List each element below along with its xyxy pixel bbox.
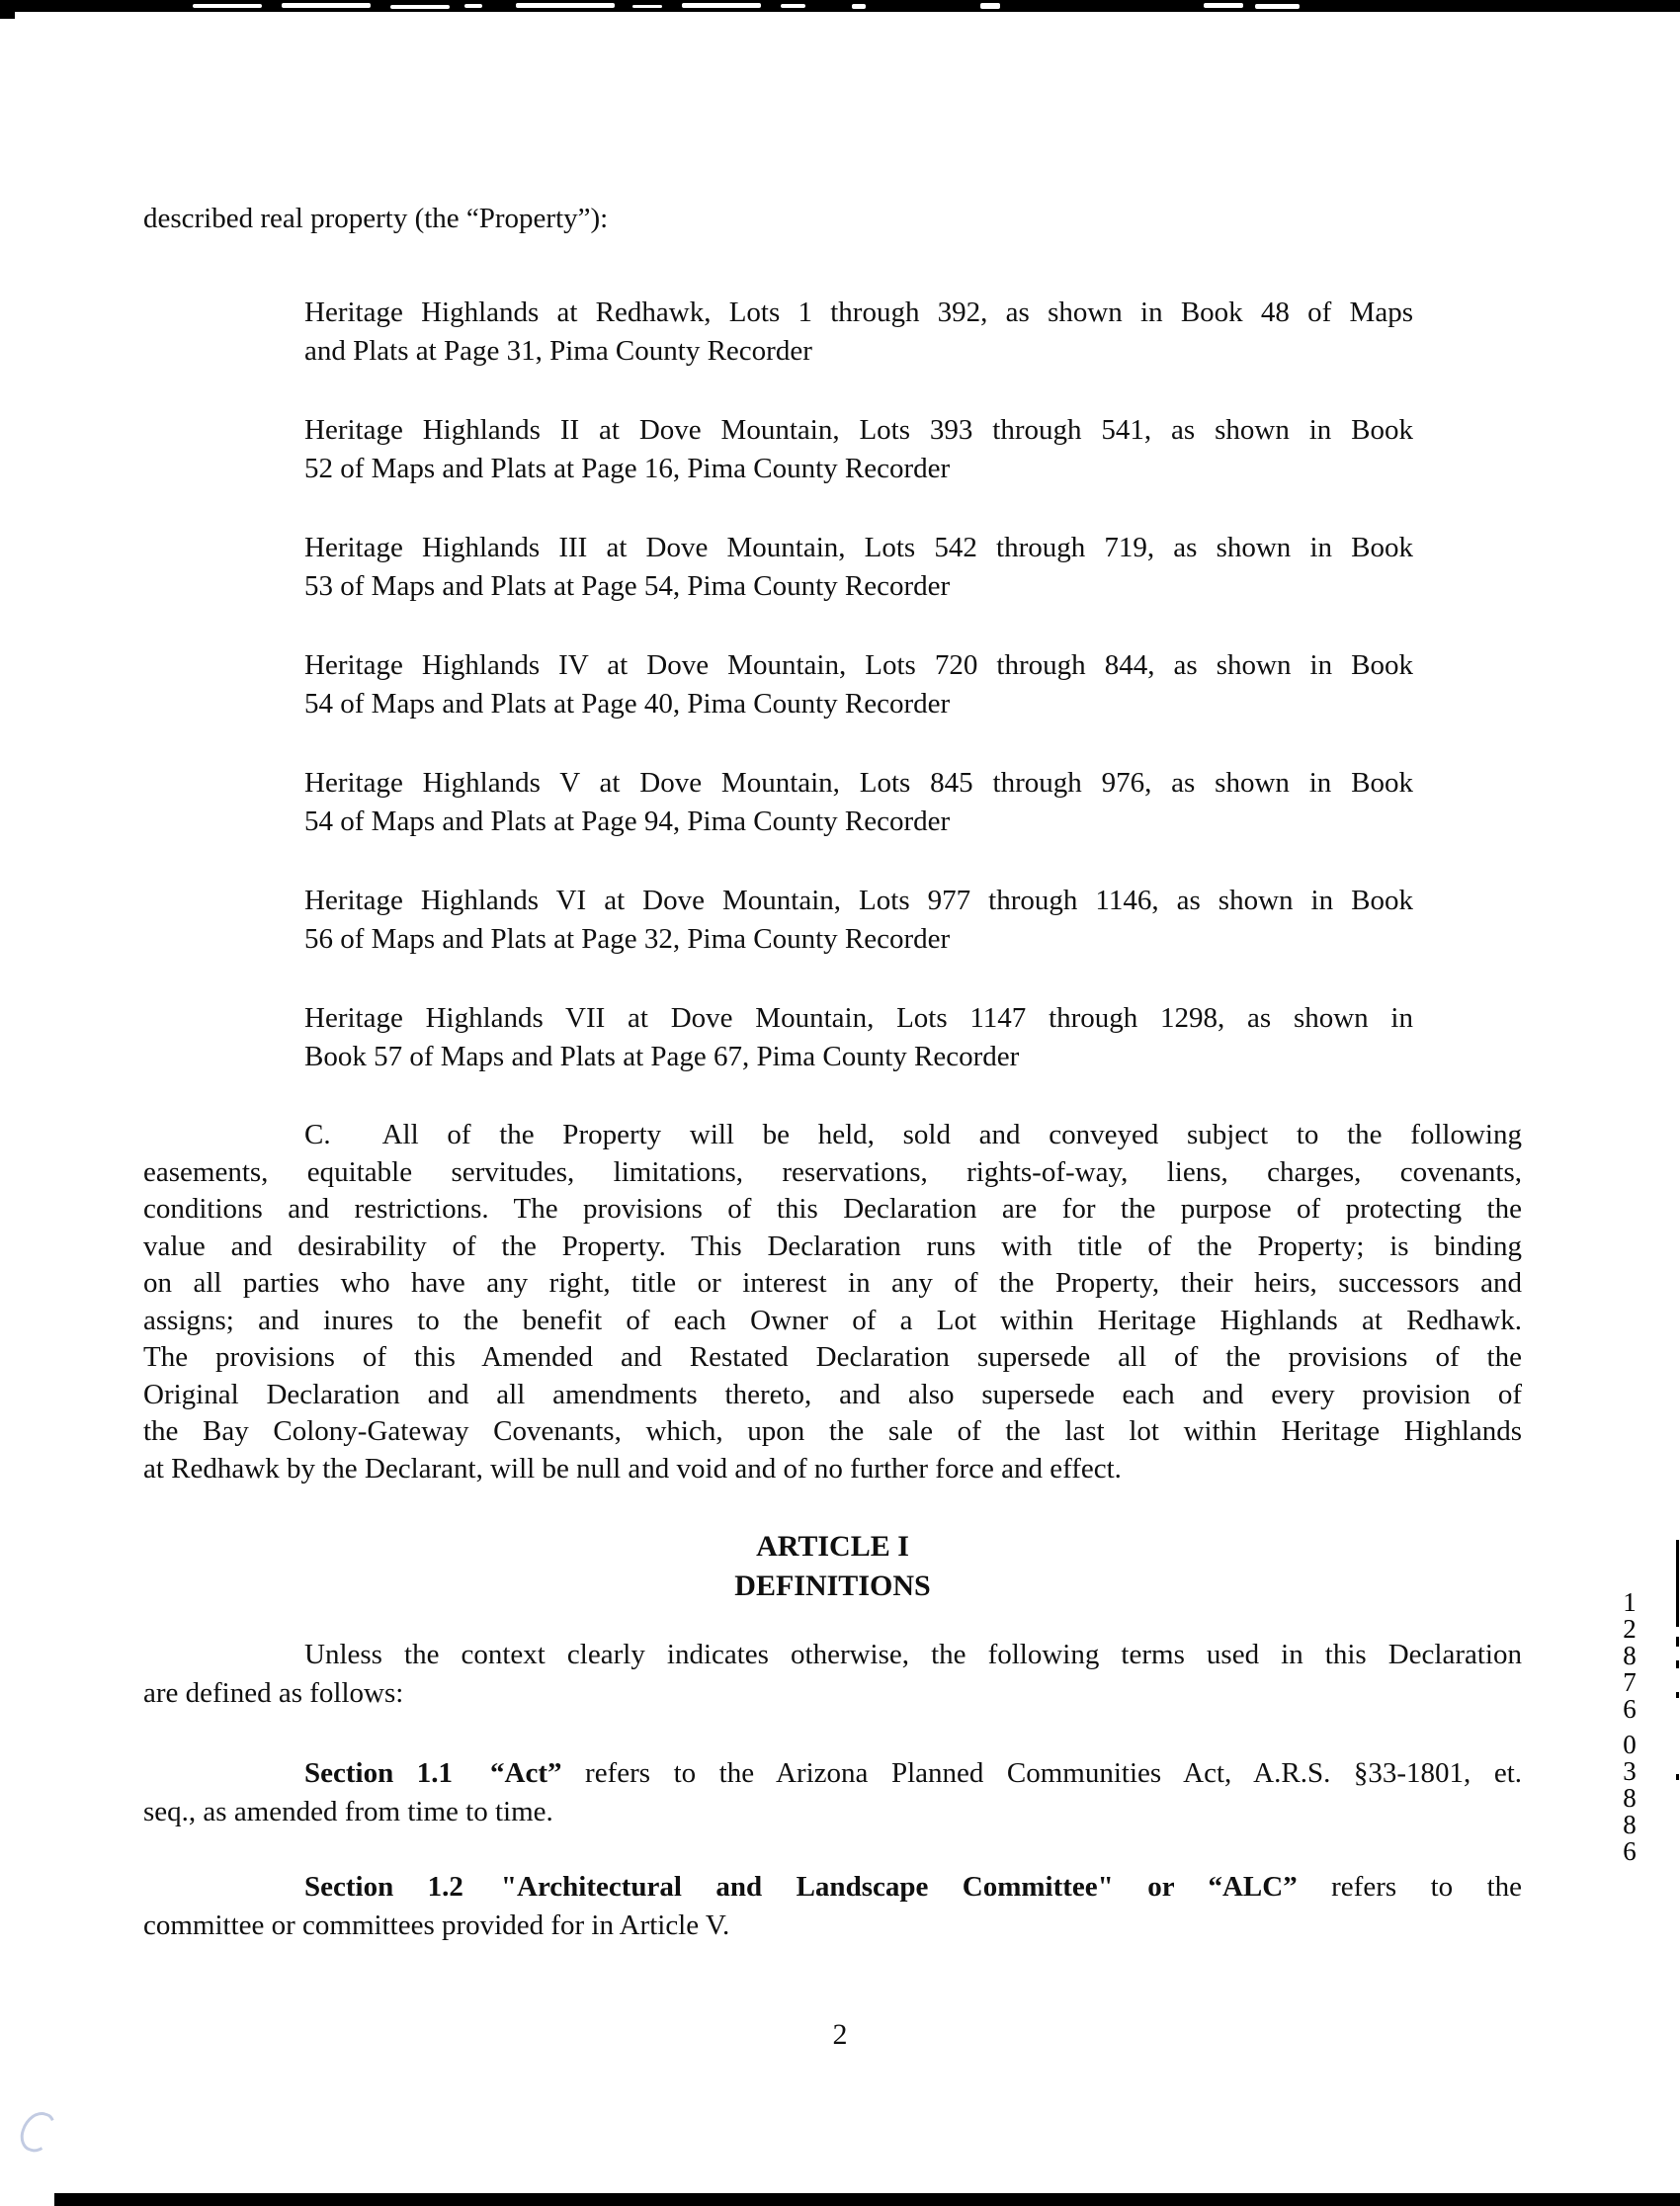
text-line: on all parties who have any right, title or interest in any of the Property, their heirs, successors and [143, 1267, 1522, 1299]
section-label: Section 1.2 [304, 1871, 463, 1903]
text-line [143, 1754, 1522, 1793]
section-body: refers to the Arizona Planned Communities Act, A.R.S. §33-1801, et. [585, 1757, 1522, 1789]
scan-speckle [464, 4, 482, 8]
text-line: 53 of Maps and Plats at Page 54, Pima County Recorder [304, 570, 951, 602]
paragraph-c-label: C. [304, 1119, 331, 1150]
paragraph-c [143, 1117, 1522, 1487]
text-line: 54 of Maps and Plats at Page 40, Pima County Recorder [304, 688, 951, 720]
article-subtitle: DEFINITIONS [734, 1570, 931, 1602]
property-description-4 [304, 646, 1413, 723]
scan-speckle [516, 3, 615, 8]
text-line: Heritage Highlands VI at Dove Mountain, Lots 977 through 1146, as shown in Book [304, 885, 1413, 916]
text-line: Original Declaration and all amendments thereto, and also supersede each and every provision of [143, 1378, 1522, 1410]
scan-artifact-edge-dash [1676, 1615, 1679, 1627]
recorder-stamp-number-2: 03886 [1615, 1730, 1644, 1863]
scan-artifact-top-bar [0, 0, 1680, 12]
text-line: Heritage Highlands II at Dove Mountain, Lots 393 through 541, as shown in Book [304, 414, 1413, 446]
text-line: Heritage Highlands III at Dove Mountain, Lots 542 through 719, as shown in Book [304, 532, 1413, 563]
section-body: refers to the [1331, 1871, 1522, 1903]
scan-speckle [781, 4, 805, 8]
text-line: at Redhawk by the Declarant, will be null and void and of no further force and effect. [143, 1452, 1122, 1485]
text-line: 52 of Maps and Plats at Page 16, Pima County Recorder [304, 453, 951, 484]
text-line: conditions and restrictions. The provisions of this Declaration are for the purpose of protecting the [143, 1193, 1522, 1225]
recorder-stamp-number-1: 12876 [1615, 1587, 1644, 1721]
property-description-2 [304, 411, 1413, 488]
text-line: seq., as amended from time to time. [143, 1796, 553, 1827]
scan-speckle [682, 3, 761, 8]
pen-mark [16, 2107, 58, 2157]
text-line: Heritage Highlands IV at Dove Mountain, Lots 720 through 844, as shown in Book [304, 649, 1413, 681]
section-1-1 [143, 1754, 1522, 1831]
scan-speckle [282, 3, 371, 8]
section-label: Section 1.1 [304, 1757, 453, 1789]
text-line: 56 of Maps and Plats at Page 32, Pima County Recorder [304, 923, 951, 955]
text-line: assigns; and inures to the benefit of each Owner of a Lot within Heritage Highlands at Redhawk. [143, 1304, 1522, 1336]
text-line: Heritage Highlands at Redhawk, Lots 1 through 392, as shown in Book 48 of Maps [304, 297, 1413, 328]
text-line: Heritage Highlands V at Dove Mountain, Lots 845 through 976, as shown in Book [304, 767, 1413, 799]
section-1-2 [143, 1868, 1522, 1945]
definitions-intro [143, 1636, 1522, 1713]
property-description-3 [304, 529, 1413, 606]
scan-artifact-bottom-bar [54, 2193, 1680, 2206]
section-term: "Architectural and Landscape Committee" or “ALC” [500, 1871, 1298, 1903]
text-line: The provisions of this Amended and Restated Declaration supersede all of the provisions of the [143, 1341, 1522, 1373]
scan-artifact-edge-dash [1676, 1637, 1679, 1647]
scan-speckle [390, 5, 450, 9]
intro-paragraph: described real property (the “Property”): [143, 203, 609, 234]
scan-artifact-edge-dash [1676, 1774, 1679, 1780]
section-term: “Act” [490, 1757, 562, 1789]
paragraph-c-line: All of the Property will be held, sold and conveyed subject to the following [381, 1119, 1522, 1150]
page-number: 2 [832, 2018, 848, 2051]
scan-speckle [1204, 3, 1243, 8]
scan-speckle [1255, 4, 1300, 9]
scan-speckle [193, 4, 262, 8]
text-line: easements, equitable servitudes, limitations, reservations, rights-of-way, liens, charges, covenants, [143, 1155, 1522, 1188]
text-line [143, 1117, 1522, 1154]
document-content [143, 200, 1522, 1945]
text-line: 54 of Maps and Plats at Page 94, Pima County Recorder [304, 806, 951, 837]
property-description-7 [304, 999, 1413, 1076]
text-line: the Bay Colony-Gateway Covenants, which, upon the sale of the last lot within Heritage Highlands [143, 1415, 1522, 1447]
scan-artifact-corner [0, 0, 15, 19]
scan-artifact-edge-dash [1676, 1660, 1679, 1668]
article-title: ARTICLE I [756, 1530, 909, 1563]
text-line: value and desirability of the Property. This Declaration runs with title of the Property; is binding [143, 1230, 1522, 1262]
property-description-6 [304, 882, 1413, 959]
scan-speckle [980, 3, 1000, 9]
text-line: Heritage Highlands VII at Dove Mountain, Lots 1147 through 1298, as shown in [304, 1002, 1413, 1034]
text-line: and Plats at Page 31, Pima County Recorder [304, 335, 812, 367]
property-description-5 [304, 764, 1413, 841]
text-line: Book 57 of Maps and Plats at Page 67, Pima County Recorder [304, 1041, 1020, 1072]
property-description-1 [304, 294, 1413, 371]
text-line [143, 1868, 1522, 1907]
scan-speckle [852, 4, 866, 9]
scan-artifact-edge-dash [1676, 1692, 1679, 1698]
scan-artifact-edge-line [1676, 1540, 1679, 1627]
scan-artifact-edge-dash [1676, 1593, 1679, 1607]
text-line: committee or committees provided for in Article V. [143, 1909, 730, 1941]
text-line: Unless the context clearly indicates otherwise, the following terms used in this Declaration [304, 1639, 1522, 1670]
scan-speckle [632, 5, 662, 8]
text-line: are defined as follows: [143, 1677, 404, 1709]
